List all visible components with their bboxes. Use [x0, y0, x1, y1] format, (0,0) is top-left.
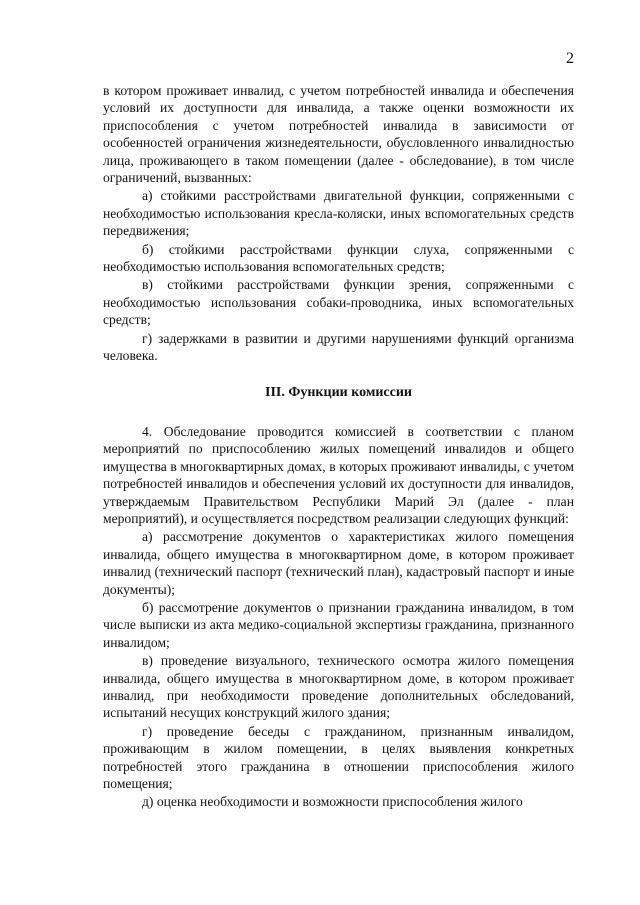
function-item-c: в) проведение визуального, технического осмотра жилого помещения инвалида, общего имущества в многоквартирном доме, в котором проживает инвалид, при необходимости проведение дополнительных обследований, испытаний несущих конструкций жилого здания; [103, 653, 574, 721]
limitation-item-a: а) стойкими расстройствами двигательной функции, сопряженными с необходимостью использования кресла-коляски, иных вспомогательных средств передвижения; [103, 188, 574, 239]
limitation-item-c: в) стойкими расстройствами функции зрения, сопряженными с необходимостью использования собаки-проводника, иных вспомогательных средств; [103, 277, 574, 328]
function-item-e: д) оценка необходимости и возможности приспособления жилого [142, 794, 523, 810]
intro-paragraph: в котором проживает инвалид, с учетом потребностей инвалида и обеспечения условий их доступности для инвалида, а также оценки возможности их приспособления с учетом потребностей инвалида в зависимости от особенностей ограничения жизнедеятельности, обусловленного инвалидностью лица, проживающего в таком помещении (далее - обследование), в том числе ограничений, вызванных: [103, 83, 574, 186]
page-number: 2 [566, 50, 574, 67]
section-heading: III. Функции комиссии [265, 384, 412, 400]
limitation-item-b: б) стойкими расстройствами функции слуха, сопряженными с необходимостью использования вспомогательных средств; [103, 241, 574, 275]
limitation-item-d: г) задержками в развитии и другими нарушениями функций организма человека. [103, 330, 574, 364]
function-item-b: б) рассмотрение документов о признании гражданина инвалидом, в том числе выписки из акта медико-социальной экспертизы гражданина, признанного инвалидом; [103, 599, 574, 650]
document-body [103, 82, 574, 811]
function-item-d: г) проведение беседы с гражданином, признанным инвалидом, проживающим в жилом помещении, в целях выявления конкретных потребностей этого гражданина в отношении приспособления жилого помещения; [103, 723, 574, 792]
function-item-a: а) рассмотрение документов о характеристиках жилого помещения инвалида, общего имущества в многоквартирном доме, в котором проживает инвалид (технический паспорт (технический план), кадастровый паспорт и иные документы); [103, 529, 574, 597]
clause-4-paragraph: 4. Обследование проводится комиссией в соответствии с планом мероприятий по приспособлению жилых помещений инвалидов и общего имущества в многоквартирных домах, в которых проживают инвалиды, с учетом потребностей инвалидов и обеспечения условий их доступности для инвалидов, утверждаемым Правительством Республики Марий Эл (далее - план мероприятий), и осуществляется посредством реализации следующих функций: [103, 423, 574, 526]
